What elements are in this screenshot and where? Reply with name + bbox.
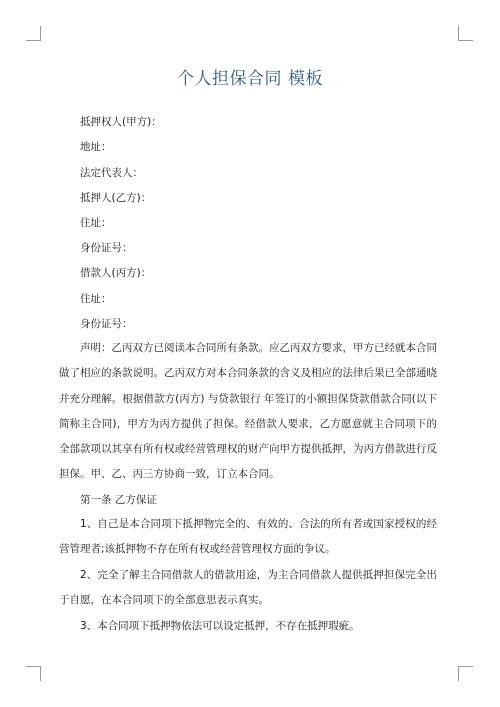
crop-mark-bottom-left <box>26 666 41 681</box>
field-borrower-residence: 住址： <box>80 293 112 305</box>
field-mortgagee: 抵押权人(甲方)： <box>80 116 162 128</box>
field-borrower: 借款人(丙方)： <box>80 267 152 279</box>
field-mortgagor: 抵押人(乙方)： <box>80 192 152 204</box>
article-1-heading: 第一条 乙方保证 <box>80 494 157 506</box>
field-borrower-id: 身份证号： <box>80 318 133 330</box>
document-title: 个人担保合同 模板 <box>177 69 323 89</box>
statement-paragraph: 声明：乙丙双方已阅读本合同所有条款。应乙丙双方要求，甲方已经就本合同做了相应的条款说明。乙丙双方对本合同条款的含义及相应的法律后果已全部通晓并充分理解。根据借款方(丙方) 与贷款银行 年签订的小额担保贷款借款合同(以下简称主合同)，甲方为丙方提供了担保。经借款人要求，乙方愿意就主合同项下的全部款项以其享有所有权或经营管理权的财产向甲方提供抵押，为丙方借款进行反担保。甲、乙、丙三方协商一致，订立本合同。 <box>59 342 437 481</box>
field-mortgagor-residence: 住址： <box>80 217 112 229</box>
clause-1: 1、自己是本合同项下抵押物完全的、有效的、合法的所有者或国家授权的经营管理者;该抵押物不存在所有权或经营管理权方面的争议。 <box>59 518 437 556</box>
crop-mark-top-left <box>26 26 41 41</box>
field-address: 地址： <box>80 141 112 153</box>
field-mortgagor-id: 身份证号： <box>80 242 133 254</box>
crop-mark-bottom-right <box>458 666 473 681</box>
crop-mark-top-right <box>458 26 473 41</box>
clause-3: 3、本合同项下抵押物依法可以设定抵押，不存在抵押瑕疵。 <box>80 620 360 632</box>
field-legal-representative: 法定代表人： <box>80 167 143 179</box>
clause-2: 2、完全了解主合同借款人的借款用途，为主合同借款人提供抵押担保完全出于自愿，在本合同项下的全部意思表示真实。 <box>59 569 437 607</box>
